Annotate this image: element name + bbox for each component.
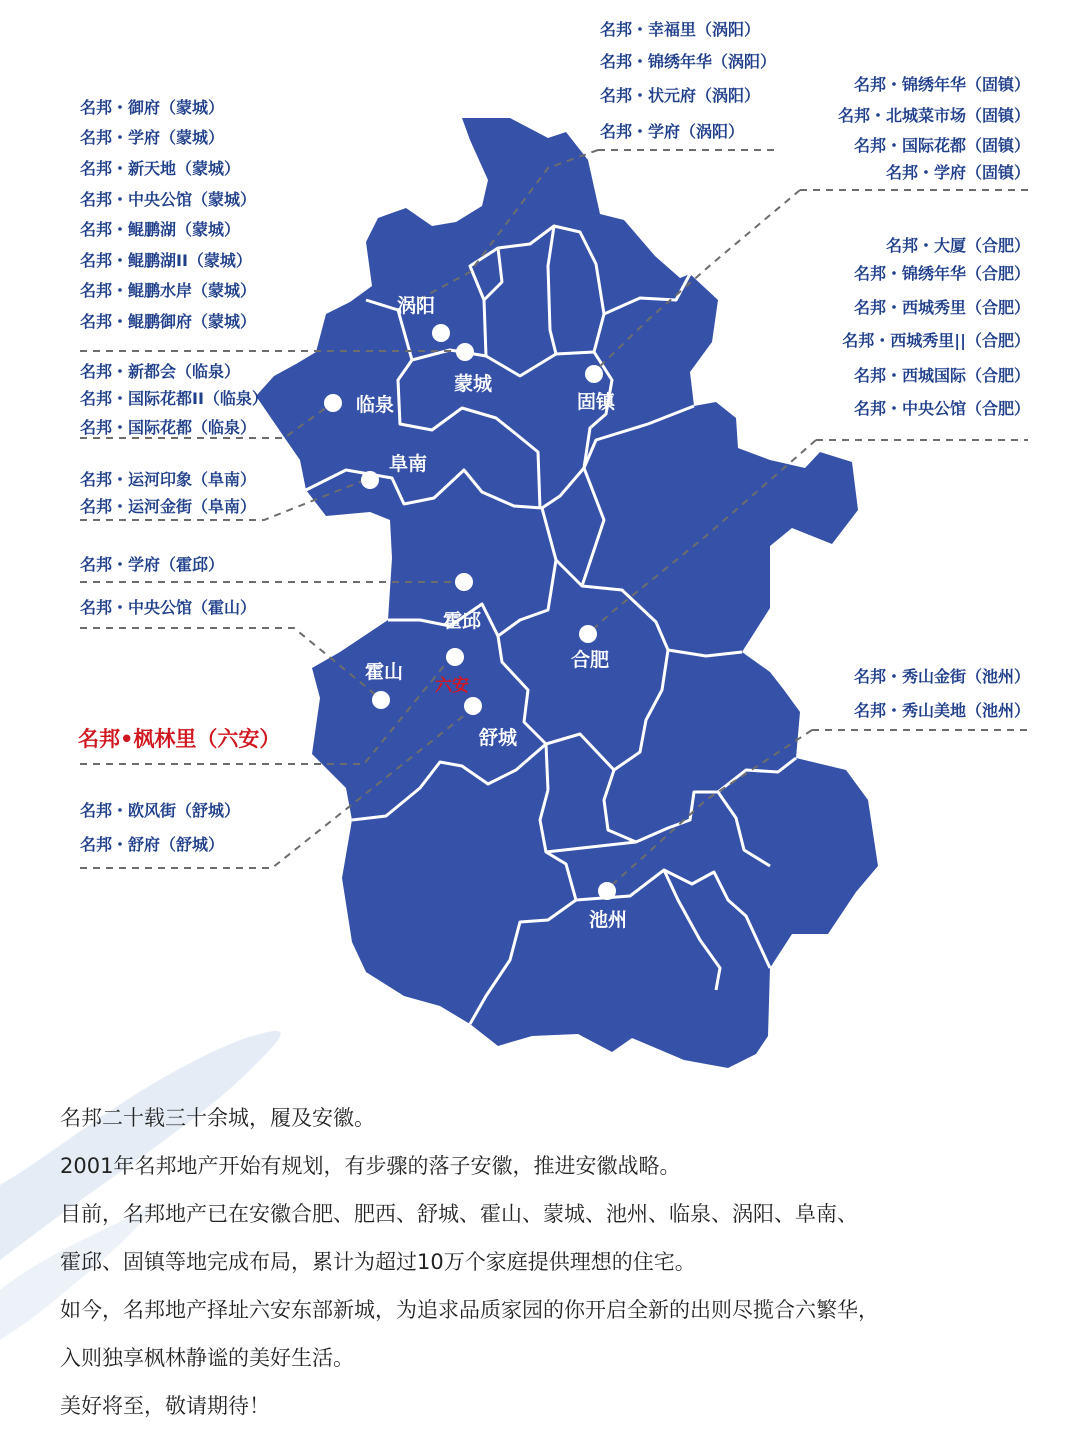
project-label: 名邦・学府（固镇） [885, 163, 1030, 182]
project-label: 名邦・西城国际（合肥） [853, 366, 1030, 385]
project-label: 名邦・学府（涡阳） [600, 122, 745, 141]
city-name: 霍邱 [442, 610, 482, 632]
city-marker [324, 394, 342, 412]
intro-line: 入则独享枫林静谧的美好生活。 [60, 1346, 354, 1370]
city-name: 池州 [588, 909, 628, 931]
project-label: 名邦・状元府（涡阳） [600, 86, 761, 105]
project-label: 名邦・鲲鹏水岸（蒙城） [80, 281, 257, 300]
project-label: 名邦・鲲鹏湖II（蒙城） [80, 251, 252, 270]
project-label: 名邦・新都会（临泉） [80, 362, 241, 381]
city-name: 临泉 [355, 394, 395, 416]
city-marker [598, 882, 616, 900]
city-name: 涡阳 [396, 295, 436, 317]
project-label: 名邦・锦绣年华（固镇） [853, 75, 1030, 94]
project-label: 名邦・幸福里（涡阳） [600, 20, 761, 39]
project-label: 名邦・北城菜市场（固镇） [837, 106, 1030, 125]
project-label: 名邦・锦绣年华（合肥） [853, 264, 1030, 283]
highlight-project-label: 名邦•枫林里（六安） [78, 727, 281, 751]
project-label: 名邦・鲲鹏湖（蒙城） [80, 220, 241, 239]
project-label: 名邦・大厦（合肥） [885, 236, 1030, 255]
city-name: 阜南 [388, 453, 428, 475]
project-label: 名邦・欧风街（舒城） [80, 801, 241, 820]
anhui-province-shape [256, 118, 878, 1068]
intro-line: 霍邱、固镇等地完成布局，累计为超过10万个家庭提供理想的住宅。 [60, 1250, 696, 1274]
city-name: 固镇 [576, 391, 616, 413]
project-label: 名邦・国际花都（临泉） [80, 418, 257, 437]
project-label: 名邦・中央公馆（蒙城） [80, 190, 257, 209]
city-name: 舒城 [478, 727, 518, 749]
city-name: 合肥 [570, 649, 610, 671]
project-label: 名邦・新天地（蒙城） [80, 159, 241, 178]
city-name: 六安 [435, 676, 469, 696]
city-marker [464, 697, 482, 715]
city-marker [372, 691, 390, 709]
project-label: 名邦・秀山金街（池州） [853, 667, 1030, 686]
project-label: 名邦・秀山美地（池州） [853, 701, 1030, 720]
intro-line: 如今，名邦地产择址六安东部新城，为追求品质家园的你开启全新的出则尽揽合六繁华， [60, 1298, 879, 1322]
project-label: 名邦・中央公馆（合肥） [853, 399, 1030, 418]
city-name: 蒙城 [453, 373, 493, 395]
city-marker [361, 471, 379, 489]
city-marker [432, 324, 450, 342]
intro-line: 目前，名邦地产已在安徽合肥、肥西、舒城、霍山、蒙城、池州、临泉、涡阳、阜南、 [60, 1202, 858, 1226]
intro-line: 2001年名邦地产开始有规划，有步骤的落子安徽，推进安徽战略。 [60, 1154, 681, 1178]
project-label: 名邦・运河金街（阜南） [80, 497, 257, 516]
city-marker [455, 573, 473, 591]
project-label: 名邦・运河印象（阜南） [80, 470, 257, 489]
project-label: 名邦・国际花都II（临泉） [80, 389, 268, 408]
intro-text [60, 1094, 1060, 1430]
city-marker [446, 648, 464, 666]
project-label: 名邦・学府（霍邱） [80, 555, 225, 574]
project-label: 名邦・国际花都（固镇） [853, 136, 1030, 155]
project-label: 名邦・学府（蒙城） [80, 128, 225, 147]
project-label: 名邦・御府（蒙城） [80, 98, 225, 117]
city-name: 霍山 [364, 661, 404, 683]
intro-line: 美好将至，敬请期待！ [60, 1394, 270, 1418]
project-label: 名邦・鲲鹏御府（蒙城） [80, 312, 257, 331]
project-label: 名邦・西城秀里||（合肥） [842, 331, 1030, 350]
city-marker [456, 343, 474, 361]
project-label: 名邦・舒府（舒城） [80, 835, 225, 854]
project-label: 名邦・锦绣年华（涡阳） [600, 52, 777, 71]
project-label: 名邦・西城秀里（合肥） [853, 298, 1030, 317]
project-label: 名邦・中央公馆（霍山） [80, 598, 257, 617]
city-marker [579, 625, 597, 643]
city-marker [585, 365, 603, 383]
intro-line: 名邦二十载三十余城，履及安徽。 [60, 1106, 375, 1130]
